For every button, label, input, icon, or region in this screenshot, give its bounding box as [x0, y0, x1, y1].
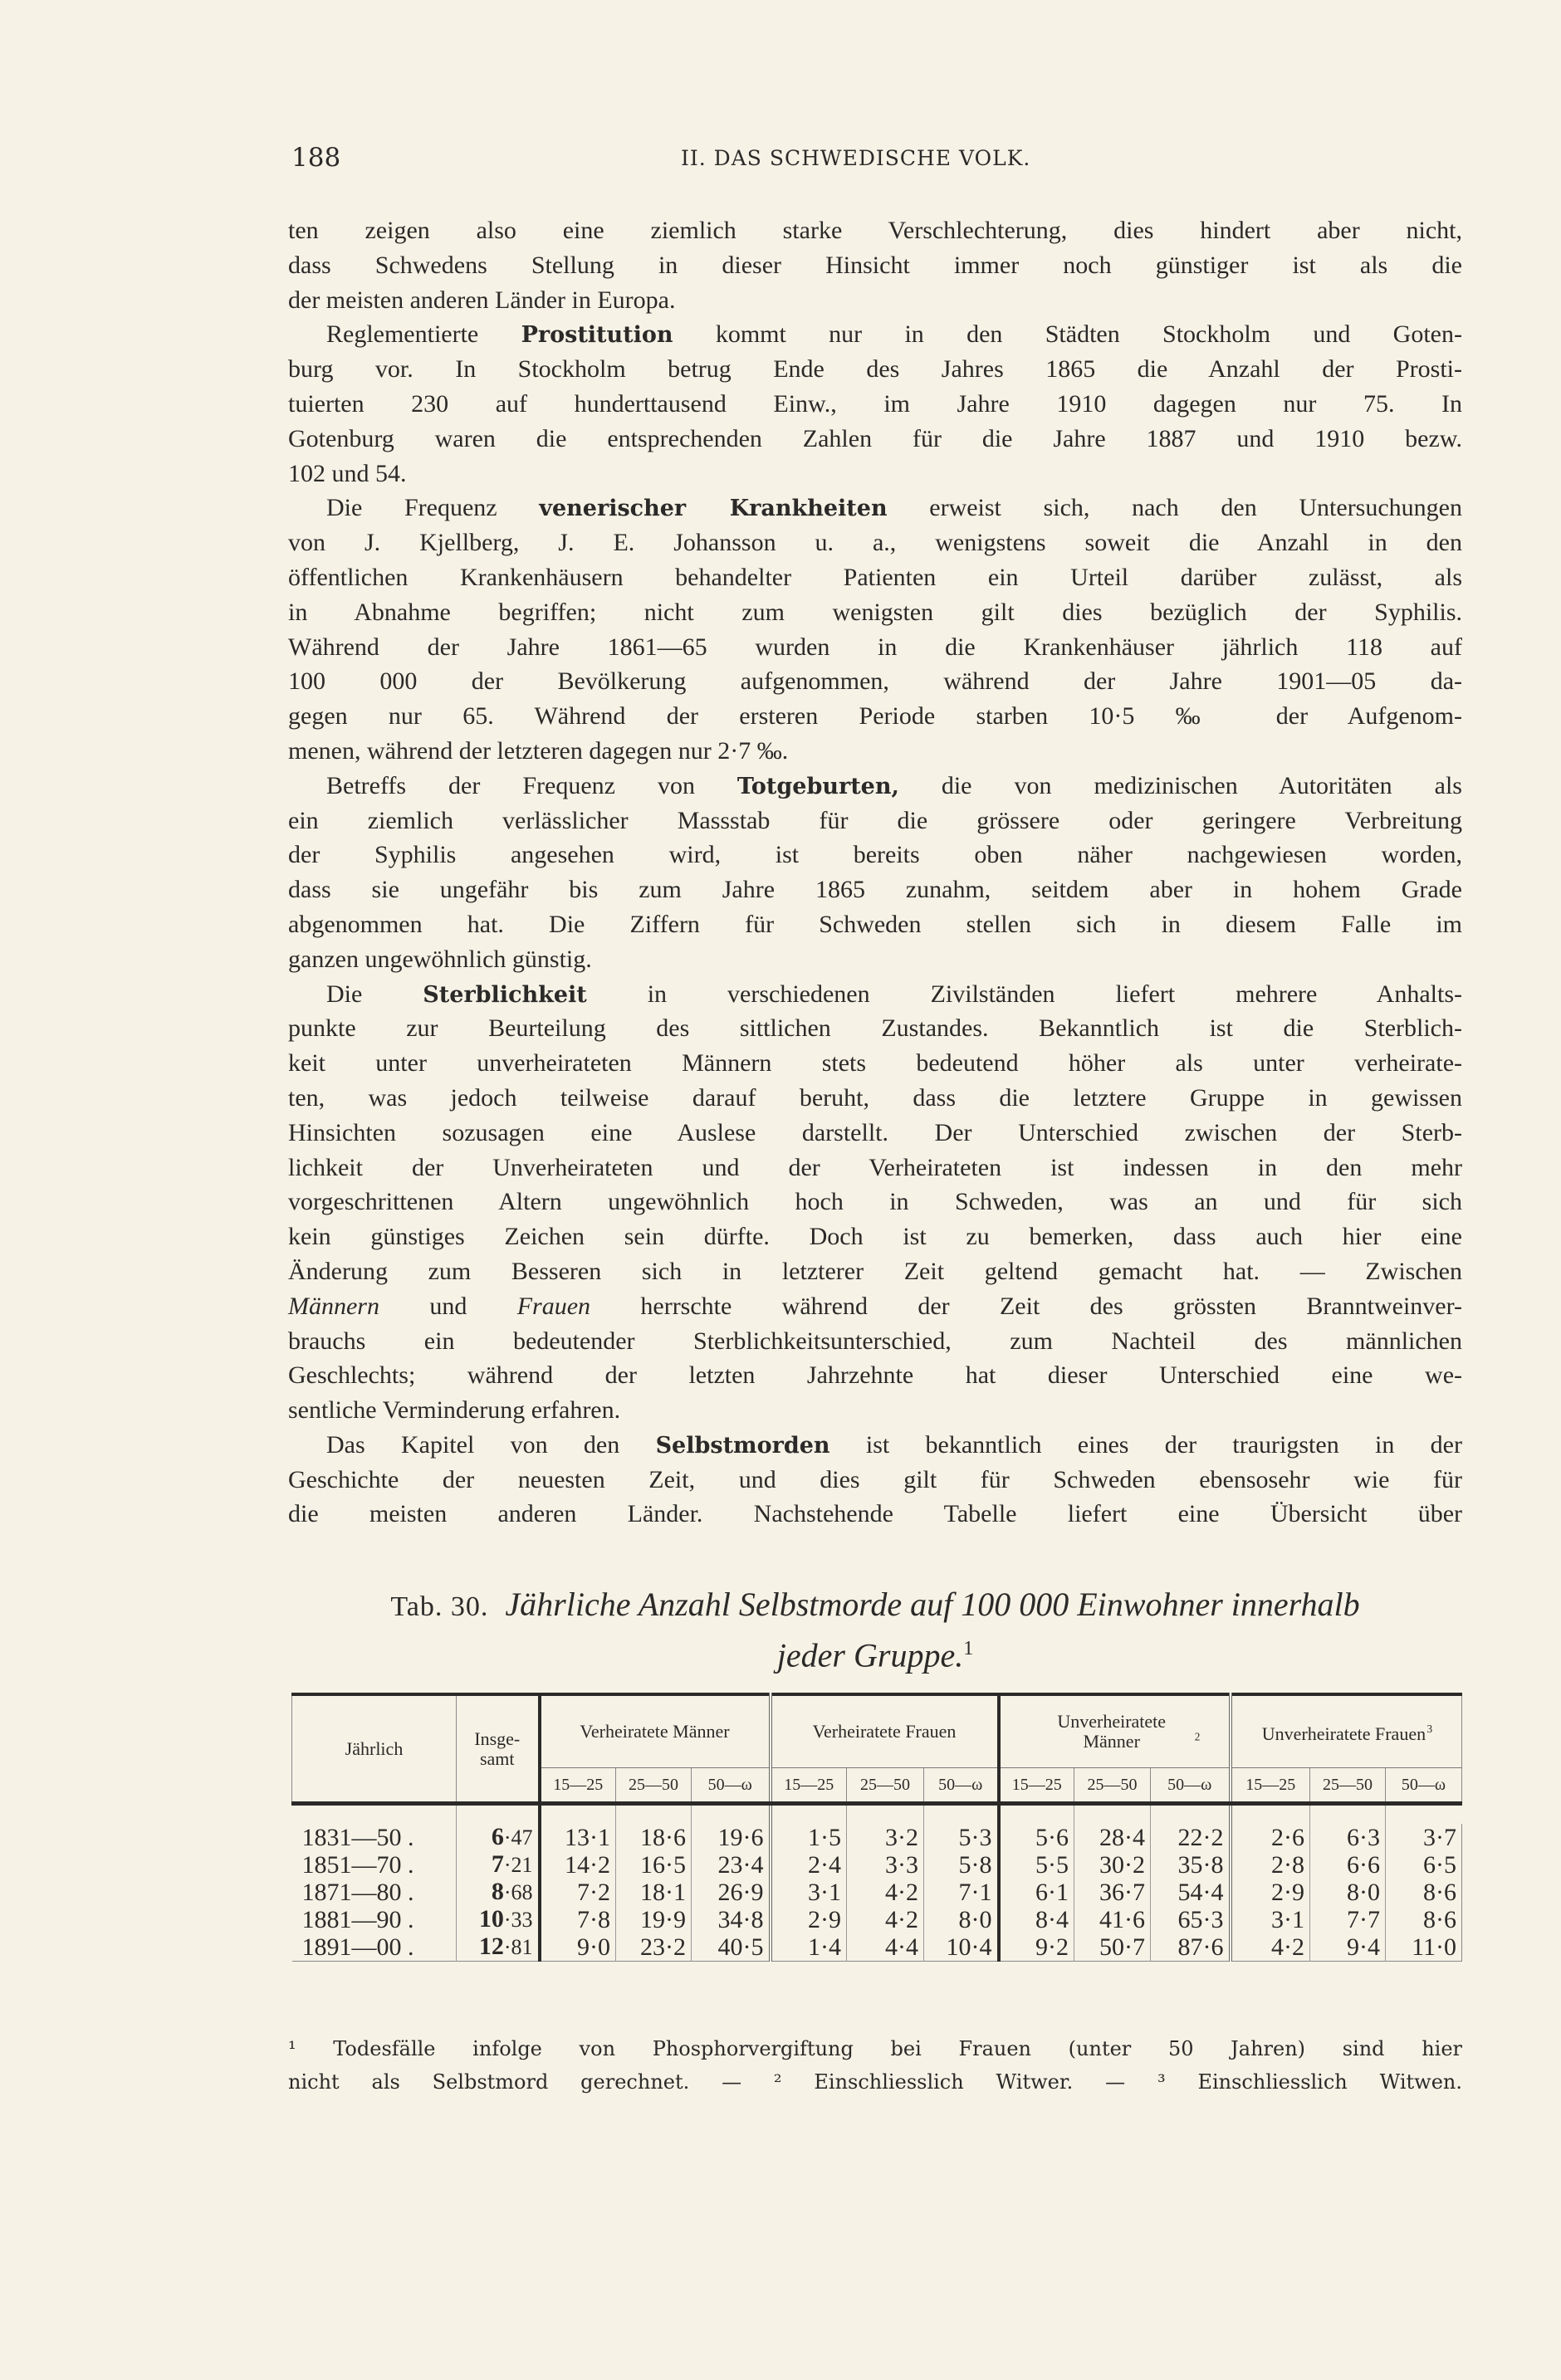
header-total: Insge- samt [457, 1694, 540, 1804]
bold-keyword: Selbstmorden [655, 1432, 830, 1459]
total-integer: 10 [478, 1905, 504, 1933]
text-line [288, 1116, 1462, 1151]
text-segment: Reglementierte [326, 320, 521, 349]
text-segment: abgenommen hat. Die Ziffern für Schweden stellen sich in diesem Falle im [288, 910, 1462, 938]
header-age-band: 15—25 [771, 1768, 847, 1804]
rate-cell: 16·5 [616, 1851, 692, 1879]
text-line [288, 1219, 1462, 1254]
text-segment: Geschlechts; während der letzten Jahrzehnte hat dieser Unterschied eine we- [288, 1361, 1462, 1390]
rate-cell: 19·6 [692, 1824, 771, 1851]
period: 1871—80 . [301, 1878, 414, 1906]
rate-cell: 54·4 [1151, 1879, 1231, 1906]
text-segment: dass sie ungefähr bis zum Jahre 1865 zunahm, seitdem aber in hohem Grade [288, 876, 1462, 904]
rate-cell: 18·1 [616, 1879, 692, 1906]
text-line [288, 1011, 1462, 1046]
rate-cell: 8·0 [1310, 1879, 1386, 1906]
rate-cell: 26·9 [692, 1879, 771, 1906]
text-line [288, 560, 1462, 595]
total-integer: 8 [491, 1878, 504, 1905]
text-segment: menen, während der letzteren dagegen nur 2·7 ‰. [288, 736, 789, 765]
italic-text: Frauen [516, 1292, 591, 1320]
total-integer: 6 [491, 1823, 504, 1850]
text-segment: die von medizinischen Autoritäten als [898, 771, 1462, 799]
rate-cell: 5·6 [999, 1824, 1074, 1851]
text-segment: gegen nur 65. Während der ersteren Periode starben 10·5 ‰ der Aufgenom- [288, 702, 1462, 731]
text-line [288, 1151, 1462, 1185]
rate-cell: 65·3 [1151, 1906, 1231, 1933]
period: 1881—90 . [301, 1905, 414, 1933]
page-number: 188 [291, 143, 341, 173]
period: 1831—50 . [301, 1823, 414, 1851]
total [457, 1906, 540, 1933]
table-label: Tab. 30. [390, 1591, 489, 1622]
text-line [288, 1497, 1462, 1532]
text-line [288, 525, 1462, 560]
total [457, 1824, 540, 1851]
text-line [288, 1428, 1462, 1463]
running-title: II. DAS SCHWEDISCHE VOLK. [681, 146, 1031, 170]
total-integer: 12 [478, 1933, 504, 1960]
total-integer: 7 [491, 1850, 504, 1878]
total-decimal: ·81 [503, 1935, 533, 1959]
rate-cell: 5·5 [999, 1851, 1074, 1879]
text-segment: öffentlichen Krankenhäusern behandelter Patienten ein Urteil darüber zulässt, als [288, 563, 1462, 591]
table-caption [288, 1584, 1462, 1676]
rate-cell: 19·9 [616, 1906, 692, 1933]
footnotes [288, 2032, 1462, 2099]
text-line [288, 213, 1462, 248]
text-line [288, 942, 1462, 977]
text-segment: sentliche Verminderung erfahren. [288, 1396, 621, 1425]
text-segment: 100 000 der Bevölkerung aufgenommen, während der Jahre 1901—05 da- [288, 667, 1462, 696]
bold-keyword: venerischer Krankheiten [539, 496, 888, 522]
text-segment: Die Frequenz [326, 494, 540, 522]
rate-cell: 11·0 [1386, 1933, 1462, 1962]
rate-cell: 87·6 [1151, 1933, 1231, 1962]
period: 1891—00 . [301, 1933, 414, 1961]
text-segment: ten zeigen also eine ziemlich starke Verschlechterung, dies hindert aber nicht, [288, 217, 1462, 244]
rate-cell: 23·2 [616, 1933, 692, 1962]
header-group-married-women: Verheiratete Frauen [771, 1694, 999, 1768]
rate-cell: 18·6 [616, 1824, 692, 1851]
rate-cell: 6·1 [999, 1879, 1074, 1906]
text-segment: in Abnahme begriffen; nicht zum wenigsten gilt dies bezüglich der Syphilis. [288, 598, 1462, 626]
period: 1851—70 . [301, 1850, 414, 1879]
rate-cell: 4·2 [847, 1906, 924, 1933]
text-line [288, 907, 1462, 942]
rate-cell: 9·2 [999, 1933, 1074, 1962]
total [457, 1879, 540, 1906]
rate-cell: 40·5 [692, 1933, 771, 1962]
rate-cell: 7·7 [1310, 1906, 1386, 1933]
text-line [288, 1254, 1462, 1289]
table-title-footnote-mark: 1 [963, 1638, 974, 1659]
total [457, 1851, 540, 1879]
text-segment: Die [326, 980, 423, 1008]
rate-cell: 41·6 [1074, 1906, 1151, 1933]
rate-cell: 6·3 [1310, 1824, 1386, 1851]
text-segment: brauchs ein bedeutender Sterblichkeitsunterschied, zum Nachteil des männlichen [288, 1327, 1462, 1355]
rate-cell: 50·7 [1074, 1933, 1151, 1962]
text-segment: lichkeit der Unverheirateten und der Verheirateten ist indessen in den mehr [288, 1153, 1462, 1181]
rate-cell: 35·8 [1151, 1851, 1231, 1879]
text-line [288, 1324, 1462, 1359]
text-segment: kein günstiges Zeichen sein dürfte. Doch ist zu bemerken, dass auch hier eine [288, 1223, 1462, 1251]
text-segment: die meisten anderen Länder. Nachstehende Tabelle liefert eine Übersicht über [288, 1500, 1462, 1528]
rate-cell: 28·4 [1074, 1824, 1151, 1851]
text-line [288, 872, 1462, 907]
table-title-line2: jeder Gruppe. [776, 1636, 964, 1674]
header-age-band: 50—ω [1151, 1768, 1231, 1804]
body-text [288, 213, 1462, 1532]
rate-cell: 7·8 [540, 1906, 616, 1933]
header-age-band: 50—ω [1386, 1768, 1462, 1804]
text-line [288, 1463, 1462, 1498]
text-segment: Änderung zum Besseren sich in letzterer Zeit geltend gemacht hat. — Zwischen [288, 1257, 1462, 1285]
rate-cell: 9·4 [1310, 1933, 1386, 1962]
text-line [288, 491, 1462, 525]
text-segment: erweist sich, nach den Untersuchungen [887, 494, 1462, 522]
text-line [288, 352, 1462, 387]
header-age-band: 50—ω [692, 1768, 771, 1804]
bold-keyword: Prostitution [521, 322, 673, 349]
bold-keyword: Sterblichkeit [423, 981, 587, 1008]
footnote-2-3: nicht als Selbstmord gerechnet. — ² Einschliesslich Witwer. — ³ Einschliesslich Witwen. [288, 2070, 1462, 2094]
text-segment: 102 und 54. [288, 459, 407, 487]
text-segment: der Syphilis angesehen wird, ist bereits oben näher nachgewiesen worden, [288, 841, 1462, 869]
header-year: Jährlich [292, 1694, 457, 1804]
text-segment: Das Kapitel von den [326, 1430, 656, 1459]
text-line [288, 977, 1462, 1012]
rate-cell: 2·6 [1231, 1824, 1310, 1851]
text-segment: und [379, 1292, 517, 1320]
rate-cell: 4·4 [847, 1933, 924, 1962]
total-decimal: ·33 [503, 1908, 533, 1932]
text-segment: der meisten anderen Länder in Europa. [288, 286, 676, 314]
text-segment: Gotenburg waren die entsprechenden Zahlen für die Jahre 1887 und 1910 bezw. [288, 424, 1462, 452]
suicide-table [291, 1693, 1462, 1962]
text-line [288, 1358, 1462, 1393]
rate-cell: 2·4 [771, 1851, 847, 1879]
text-line [288, 1289, 1462, 1324]
rate-cell: 3·2 [847, 1824, 924, 1851]
text-line [288, 422, 1462, 457]
text-line [288, 804, 1462, 838]
text-line [288, 595, 1462, 630]
rate-cell: 1·4 [771, 1933, 847, 1962]
text-line [288, 630, 1462, 665]
table-row [292, 1879, 1462, 1906]
italic-text: Männern [288, 1292, 379, 1320]
text-segment: ein ziemlich verlässlicher Massstab für die grössere oder geringere Verbreitung [288, 806, 1462, 834]
text-line [288, 1393, 1462, 1428]
text-line [288, 734, 1462, 769]
rate-cell: 8·6 [1386, 1879, 1462, 1906]
text-segment: dass Schwedens Stellung in dieser Hinsicht immer noch günstiger ist als die [288, 251, 1462, 279]
text-segment: keit unter unverheirateten Männern stets bedeutend höher als unter verheirate- [288, 1049, 1462, 1078]
rate-cell: 4·2 [1231, 1933, 1310, 1962]
header-group-married-men: Verheiratete Männer [540, 1694, 771, 1768]
text-line [288, 457, 1462, 491]
rate-cell: 8·0 [924, 1906, 999, 1933]
rate-cell: 7·1 [924, 1879, 999, 1906]
rate-cell: 34·8 [692, 1906, 771, 1933]
header-age-band: 15—25 [540, 1768, 616, 1804]
header-group-unmarried-women: Unverheiratete Frauen$^3$ [1231, 1694, 1462, 1768]
table-row [292, 1824, 1462, 1851]
text-line [288, 769, 1462, 804]
table-title-line1: Jährliche Anzahl Selbstmorde auf 100 000 Einwohner innerhalb [505, 1586, 1360, 1623]
rate-cell: 2·9 [1231, 1879, 1310, 1906]
text-segment: burg vor. In Stockholm betrug Ende des Jahres 1865 die Anzahl der Prosti- [288, 355, 1462, 384]
rate-cell: 2·8 [1231, 1851, 1310, 1879]
header-age-band: 50—ω [924, 1768, 999, 1804]
text-segment: tuierten 230 auf hunderttausend Einw., im Jahre 1910 dagegen nur 75. In [288, 389, 1462, 418]
table-row [292, 1851, 1462, 1879]
text-segment: ganzen ungewöhnlich günstig. [288, 945, 592, 973]
rate-cell: 5·8 [924, 1851, 999, 1879]
rate-cell: 3·3 [847, 1851, 924, 1879]
rate-cell: 2·9 [771, 1906, 847, 1933]
rate-cell: 9·0 [540, 1933, 616, 1962]
header-age-band: 25—50 [847, 1768, 924, 1804]
table-row [292, 1906, 1462, 1933]
rate-cell: 1·5 [771, 1824, 847, 1851]
text-line [288, 1046, 1462, 1081]
text-line [288, 317, 1462, 352]
text-segment: herrschte während der Zeit des grössten Branntweinver- [590, 1292, 1463, 1320]
header-age-band: 15—25 [1231, 1768, 1310, 1804]
text-segment: ten, was jedoch teilweise darauf beruht, dass die letztere Gruppe in gewissen [288, 1083, 1462, 1112]
rate-cell: 3·1 [1231, 1906, 1310, 1933]
total-decimal: ·47 [503, 1825, 533, 1850]
text-segment: punkte zur Beurteilung des sittlichen Zustandes. Bekanntlich ist die Sterblich- [288, 1014, 1462, 1043]
rate-cell: 6·5 [1386, 1851, 1462, 1879]
footnote-1: ¹ Todesfälle infolge von Phosphorvergiftung bei Frauen (unter 50 Jahren) sind hier [288, 2037, 1462, 2060]
header-age-band: 25—50 [1310, 1768, 1386, 1804]
rate-cell: 6·6 [1310, 1851, 1386, 1879]
text-segment: ist bekanntlich eines der traurigsten in der [829, 1430, 1462, 1459]
text-segment: kommt nur in den Städten Stockholm und Goten- [673, 320, 1462, 349]
header-age-band: 15—25 [999, 1768, 1074, 1804]
rate-cell: 30·2 [1074, 1851, 1151, 1879]
text-segment: vorgeschrittenen Altern ungewöhnlich hoch in Schweden, was an und für sich [288, 1188, 1462, 1216]
header-age-band: 25—50 [616, 1768, 692, 1804]
text-segment: Geschichte der neuesten Zeit, und dies gilt für Schweden ebensosehr wie für [288, 1465, 1462, 1493]
rate-cell: 8·6 [1386, 1906, 1462, 1933]
rate-cell: 10·4 [924, 1933, 999, 1962]
rate-cell: 23·4 [692, 1851, 771, 1879]
rate-cell: 13·1 [540, 1824, 616, 1851]
rate-cell: 7·2 [540, 1879, 616, 1906]
text-line [288, 699, 1462, 734]
text-line [288, 1081, 1462, 1116]
rate-cell: 14·2 [540, 1851, 616, 1879]
text-line [288, 1185, 1462, 1219]
text-line [288, 838, 1462, 872]
rate-cell: 8·4 [999, 1906, 1074, 1933]
text-line [288, 664, 1462, 699]
total-decimal: ·68 [503, 1880, 533, 1904]
text-line [288, 387, 1462, 422]
rate-cell: 3·7 [1386, 1824, 1462, 1851]
text-segment: Während der Jahre 1861—65 wurden in die Krankenhäuser jährlich 118 auf [288, 633, 1462, 661]
rate-cell: 3·1 [771, 1879, 847, 1906]
text-line [288, 248, 1462, 283]
header-group-unmarried-men: Unverheiratete Männer $^2$ [999, 1694, 1231, 1768]
rate-cell: 22·2 [1151, 1824, 1231, 1851]
bold-keyword: Totgeburten, [736, 773, 899, 799]
header-age-band: 25—50 [1074, 1768, 1151, 1804]
total [457, 1933, 540, 1962]
text-line [288, 283, 1462, 318]
text-segment: Betreffs der Frequenz von [326, 771, 737, 799]
rate-cell: 4·2 [847, 1879, 924, 1906]
total-decimal: ·21 [503, 1853, 533, 1877]
rate-cell: 5·3 [924, 1824, 999, 1851]
text-segment: in verschiedenen Zivilständen liefert mehrere Anhalts- [586, 980, 1462, 1008]
text-segment: Hinsichten sozusagen eine Auslese darstellt. Der Unterschied zwischen der Sterb- [288, 1118, 1462, 1146]
text-segment: von J. Kjellberg, J. E. Johansson u. a., wenigstens soweit die Anzahl in den [288, 529, 1462, 557]
rate-cell: 36·7 [1074, 1879, 1151, 1906]
table-row [292, 1933, 1462, 1962]
